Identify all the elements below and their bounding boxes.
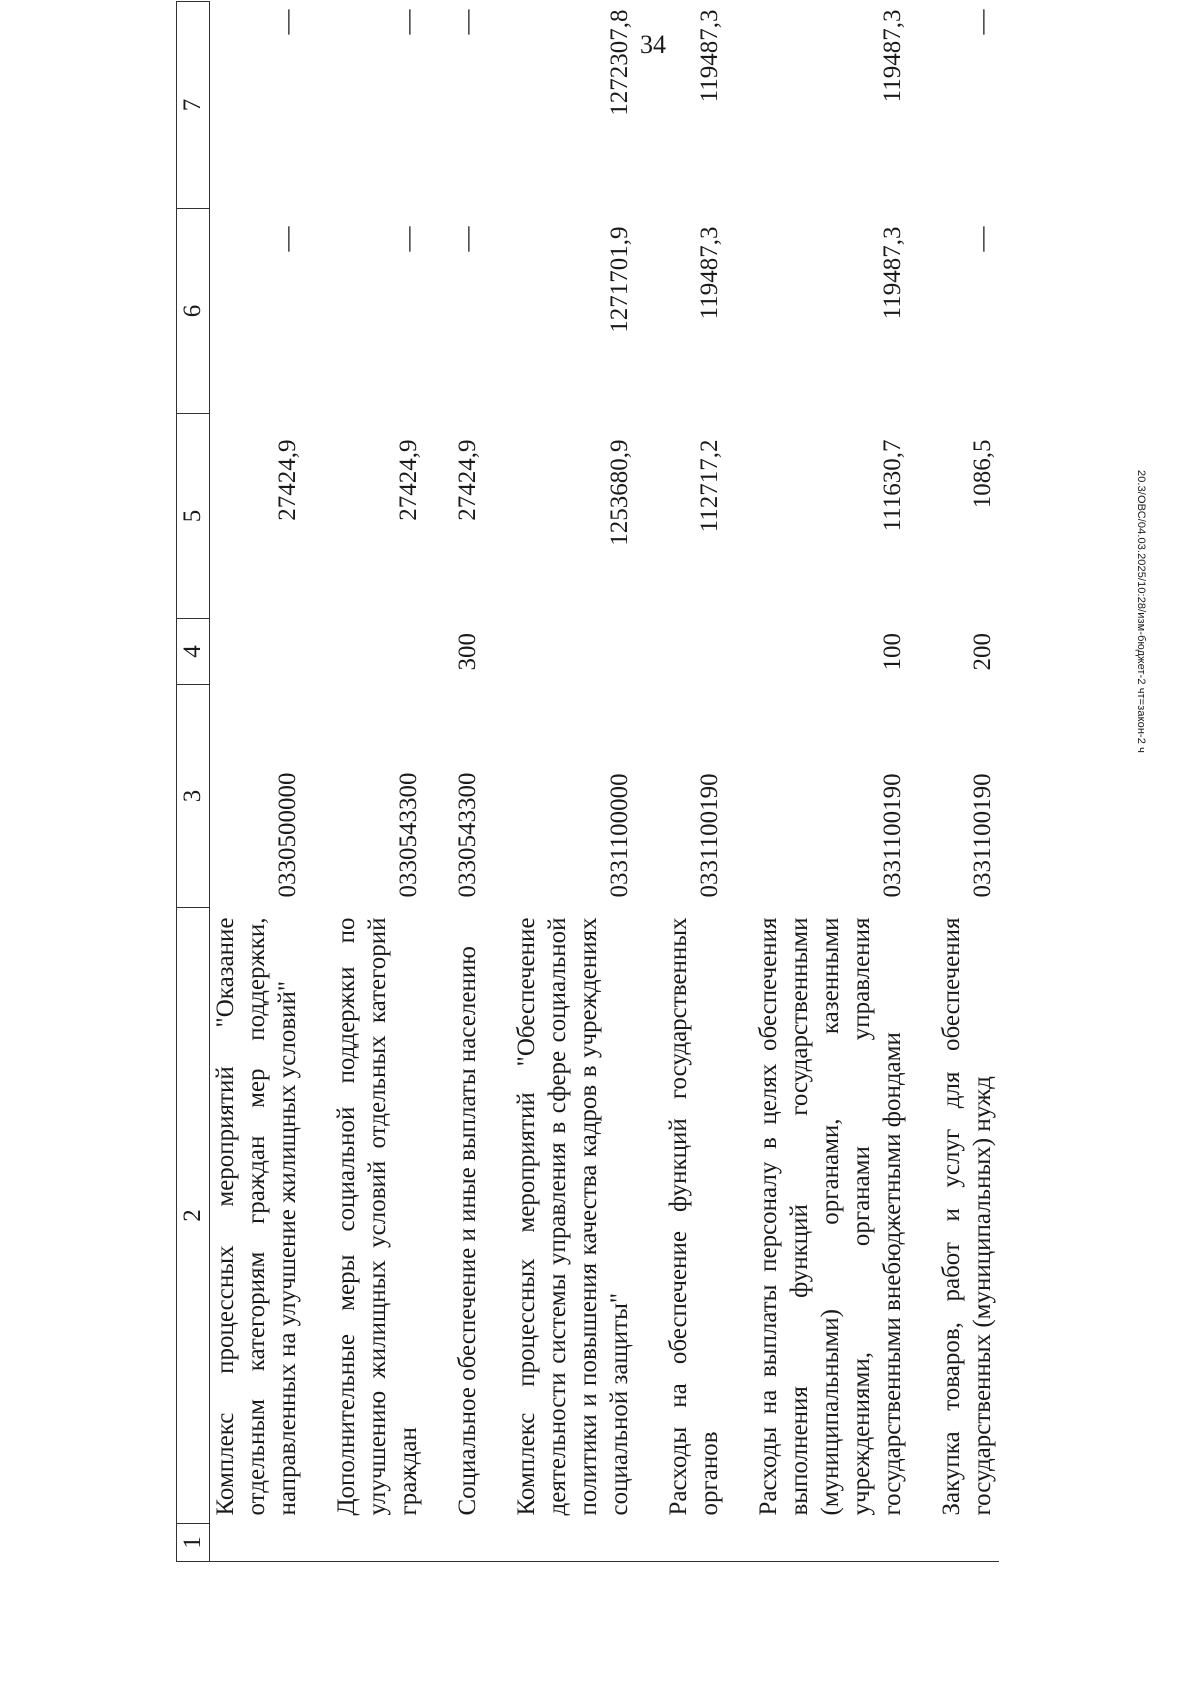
row-sum-col6: — (274, 226, 301, 252)
row-sum-col7: — (454, 9, 481, 35)
table-row (936, 2, 999, 1562)
row-expense-type: 200 (969, 633, 996, 671)
row-spacer (726, 2, 753, 1562)
row-expense-type (210, 619, 305, 685)
header-col-4: 4 (177, 619, 210, 685)
table-row (210, 2, 305, 1562)
row-name: Расходы на выплаты персоналу в целях обеспечения выполнения функций государственными (муниципальными) органами, казенными учреждениями, органами управления государственными внебюджетными фондами (755, 917, 906, 1516)
row-sum-col7: 1272307,8 (606, 9, 633, 116)
row-expense-type: 100 (879, 633, 906, 671)
row-code: 0331100190 (969, 773, 996, 898)
row-spacer (636, 2, 663, 1562)
header-col-6: 6 (177, 209, 210, 414)
row-sum-col6: 119487,3 (696, 226, 723, 320)
row-expense-type (663, 619, 726, 685)
row-sum-col6: 1271701,9 (606, 226, 633, 333)
row-number-cell (663, 1524, 726, 1562)
row-sum-col5: 1253680,9 (606, 439, 633, 546)
row-sum-col7: 119487,3 (879, 9, 906, 103)
header-col-1: 1 (177, 1524, 210, 1562)
row-code: 0331100000 (606, 773, 633, 898)
header-col-5: 5 (177, 414, 210, 619)
page-number: 34 (640, 30, 666, 59)
row-sum-col6: — (395, 226, 422, 252)
row-code: 0330543300 (395, 772, 422, 898)
row-code: 0330500000 (274, 772, 301, 898)
row-name: Комплекс процессных мероприятий "Обеспечение деятельности системы управления в сфере социальной политики и повышения качества кадров в учреждениях социальной защиты" (513, 917, 633, 1516)
row-sum-col5: 27424,9 (395, 439, 422, 521)
row-name: Расходы на обеспечение функций государственных органов (665, 917, 723, 1516)
table-row (663, 2, 726, 1562)
row-sum-col6: — (454, 226, 481, 252)
row-sum-col6: 119487,3 (879, 226, 906, 320)
row-sum-col7: — (274, 9, 301, 35)
row-sum-col5: 27424,9 (454, 439, 481, 521)
table-row (331, 2, 425, 1562)
row-number-cell (452, 1524, 484, 1562)
row-number-cell (210, 1524, 305, 1562)
row-spacer (484, 2, 511, 1562)
row-name: Социальное обеспечение и иные выплаты населению (454, 946, 481, 1516)
row-code: 0330543300 (454, 772, 481, 898)
row-sum-col5: 1086,5 (969, 439, 996, 509)
row-sum-col5: 27424,9 (274, 439, 301, 521)
row-number-cell (511, 1524, 636, 1562)
row-spacer (425, 2, 452, 1562)
row-expense-type (511, 619, 636, 685)
row-sum-col5: 111630,7 (879, 439, 906, 532)
row-name: Закупка товаров, работ и услуг для обеспечения государственных (муниципальных) нужд (938, 917, 996, 1516)
header-col-3: 3 (177, 685, 210, 908)
budget-table-container (176, 2, 1036, 1562)
row-sum-col5: 112717,2 (696, 439, 723, 533)
table-body (210, 2, 1000, 1562)
table-header (177, 2, 210, 1562)
header-col-2: 2 (177, 908, 210, 1524)
row-sum-col6: — (969, 226, 996, 252)
row-code: 0331100190 (879, 773, 906, 898)
table-row (452, 2, 484, 1562)
row-sum-col7: — (395, 9, 422, 35)
header-row (177, 2, 210, 1562)
row-sum-col7: — (969, 9, 996, 35)
row-number-cell (753, 1524, 909, 1562)
table-row (511, 2, 636, 1562)
row-spacer (909, 2, 936, 1562)
row-number-cell (331, 1524, 425, 1562)
row-number-cell (936, 1524, 999, 1562)
header-col-7: 7 (177, 2, 210, 209)
budget-table (176, 1, 999, 1562)
document-footer-code: 20.3/ОВС/04.03.2025/10:28/изм-бюджет-2 чт=закон-2 ч (1135, 470, 1147, 753)
row-sum-col7: 119487,3 (696, 9, 723, 103)
row-expense-type (331, 619, 425, 685)
row-name: Комплекс процессных мероприятий "Оказание отдельным категориям граждан мер поддержки, направленных на улучшение жилищных условий" (212, 917, 301, 1516)
row-expense-type: 300 (454, 633, 481, 671)
row-name: Дополнительные меры социальной поддержки по улучшению жилищных условий отдельных категорий граждан (333, 917, 422, 1516)
row-code: 0331100190 (696, 773, 723, 898)
table-row (753, 2, 909, 1562)
row-spacer (304, 2, 331, 1562)
